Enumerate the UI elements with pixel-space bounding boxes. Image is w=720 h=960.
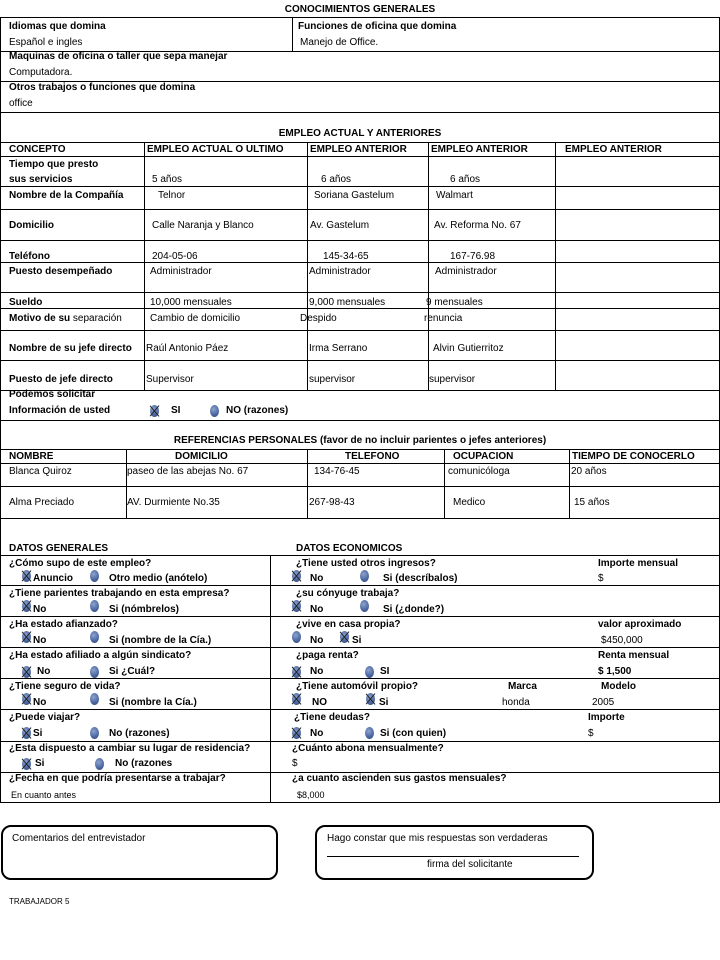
compania-label: Nombre de la Compañía (9, 190, 124, 201)
motivo-value[interactable]: Cambio de domicilio (150, 313, 241, 324)
motivo-label (9, 313, 122, 325)
puesto-value[interactable]: Administrador (435, 266, 497, 277)
solicitar-label: Podemos solicitar (9, 389, 96, 400)
solicitar-si-label: SI (171, 405, 181, 416)
eco-q5: ¿Tiene automóvil propio? (296, 681, 419, 692)
gen-q7-si-radio[interactable] (22, 758, 31, 770)
eco-q6-no-radio[interactable] (292, 727, 301, 739)
eco-q6: ¿Tiene deudas? (294, 712, 370, 723)
eco-q5-marca-value[interactable]: honda (502, 697, 530, 708)
gen-q5-si-radio[interactable] (90, 693, 99, 705)
empleo-header-anterior-2: EMPLEO ANTERIOR (431, 144, 528, 155)
signature-line (327, 856, 579, 857)
gen-q3-si-radio[interactable] (90, 631, 99, 643)
gen-q2: ¿Tiene parientes trabajando en esta empresa? (9, 588, 230, 599)
ref-telefono[interactable]: 267-98-43 (309, 497, 355, 508)
eco-q6-opt1: No (310, 728, 324, 739)
eco-q5-opt2: Si (379, 697, 389, 708)
eco-q6-value[interactable]: $ (588, 728, 594, 739)
puesto-value[interactable]: Administrador (309, 266, 371, 277)
eco-q5-no-radio[interactable] (292, 693, 301, 705)
funciones-label: Funciones de oficina que domina (298, 21, 457, 32)
gen-q8: ¿Fecha en que podría presentarse a trabajar? (9, 773, 226, 784)
eco-q3-extra: valor aproximado (598, 619, 682, 630)
eco-q4-no-radio[interactable] (292, 666, 301, 678)
jefe-label: Nombre de su jefe directo (9, 343, 132, 354)
compania-value[interactable]: Walmart (436, 190, 473, 201)
gen-q6-opt2: No (razones) (109, 728, 170, 739)
gen-q3-opt1: No (33, 635, 47, 646)
domicilio-label: Domicilio (9, 220, 55, 231)
motivo-label-normal: separación (72, 313, 122, 324)
solicitar-no-label: NO (razones) (226, 405, 289, 416)
gen-q4: ¿Ha estado afiliado a algún sindicato? (9, 650, 192, 661)
gen-q1-anuncio-radio[interactable] (22, 570, 31, 582)
eco-q4-value[interactable]: $ 1,500 (598, 666, 632, 677)
eco-q2: ¿su cónyuge trabaja? (296, 588, 400, 599)
puesto-jefe-value[interactable]: supervisor (309, 374, 356, 385)
gen-q5-opt1: No (33, 697, 47, 708)
comentarios-box[interactable] (1, 825, 278, 880)
tiempo-value[interactable]: 6 años (450, 174, 481, 185)
ref-header-domicilio: DOMICILIO (175, 451, 228, 462)
domicilio-value[interactable]: Av. Gastelum (310, 220, 370, 231)
economicos-title: DATOS ECONOMICOS (296, 543, 403, 554)
eco-q5-modelo: Modelo (601, 681, 636, 692)
referencias-title: REFERENCIAS PERSONALES (favor de no incluir parientes o jefes anteriores) (173, 435, 547, 446)
gen-q6-si-radio[interactable] (22, 727, 31, 739)
gen-q7: ¿Esta dispuesto a cambiar su lugar de residencia? (9, 743, 251, 754)
jefe-value[interactable]: Irma Serrano (309, 343, 368, 354)
gen-q1-opt2: Otro medio (anótelo) (109, 573, 208, 584)
eco-q3-si-radio[interactable] (340, 631, 349, 643)
gen-q1-otro-radio[interactable] (90, 570, 99, 582)
gen-q4-opt2: Si ¿Cuál? (109, 666, 156, 677)
sueldo-label: Sueldo (9, 297, 43, 308)
motivo-value[interactable]: renuncia (424, 313, 463, 324)
ref-ocupacion[interactable]: comunicóloga (448, 466, 510, 477)
eco-q3: ¿vive en casa propia? (296, 619, 401, 630)
domicilio-value[interactable]: Calle Naranja y Blanco (152, 220, 254, 231)
gen-q2-opt1: No (33, 604, 47, 615)
eco-q2-no-radio[interactable] (292, 600, 301, 612)
solicitar-si-radio[interactable] (150, 405, 159, 417)
motivo-label-bold: Motivo de su (9, 313, 71, 324)
gen-q2-no-radio[interactable] (22, 600, 31, 612)
gen-q1: ¿Cómo supo de este empleo? (9, 558, 152, 569)
gen-q6-no-radio[interactable] (90, 727, 99, 739)
gen-q5: ¿Tiene seguro de vida? (9, 681, 121, 692)
eco-q1-extra: Importe mensual (598, 558, 679, 569)
puesto-value[interactable]: Administrador (150, 266, 212, 277)
eco-q1: ¿Tiene usted otros ingresos? (296, 558, 436, 569)
eco-q1-value[interactable]: $ (598, 573, 604, 584)
ref-tiempo[interactable]: 20 años (571, 466, 607, 477)
otros-value[interactable]: office (9, 98, 33, 109)
funciones-value[interactable]: Manejo de Office. (300, 37, 379, 48)
puesto-jefe-value[interactable]: Supervisor (146, 374, 194, 385)
ref-domicilio[interactable]: paseo de las abejas No. 67 (127, 466, 249, 477)
eco-q6-opt2: Si (con quien) (380, 728, 447, 739)
eco-q6-si-radio[interactable] (365, 727, 374, 739)
telefono-value[interactable]: 167-76.98 (450, 251, 496, 262)
eco-q3-no-radio[interactable] (292, 631, 301, 643)
gen-q5-opt2: Si (nombre la Cía.) (109, 697, 197, 708)
gen-q4-opt1: No (37, 666, 51, 677)
eco-q3-value[interactable]: $450,000 (601, 635, 643, 646)
gen-q7-opt2: No (razones (115, 758, 173, 769)
gen-q2-si-radio[interactable] (90, 600, 99, 612)
eco-q4-extra: Renta mensual (598, 650, 670, 661)
eco-q1-no-radio[interactable] (292, 570, 301, 582)
eco-q5-si-radio[interactable] (366, 693, 375, 705)
gen-q8-value[interactable]: En cuanto antes (11, 790, 77, 800)
domicilio-value[interactable]: Av. Reforma No. 67 (434, 220, 521, 231)
gen-q4-si-radio[interactable] (90, 666, 99, 678)
eco-q5-modelo-value[interactable]: 2005 (592, 697, 615, 708)
conocimientos-title: CONOCIMIENTOS GENERALES (284, 4, 436, 15)
ref-header-tiempo: TIEMPO DE CONOCERLO (572, 451, 695, 462)
empleo-header-concepto: CONCEPTO (9, 144, 66, 155)
tiempo-label: Tiempo que presto (9, 159, 99, 170)
sueldo-value[interactable]: 9,000 mensuales (309, 297, 386, 308)
eco-q2-opt1: No (310, 604, 324, 615)
jefe-value[interactable]: Raúl Antonio Páez (146, 343, 229, 354)
comentarios-label: Comentarios del entrevistador (12, 833, 146, 844)
eco-q2-opt2: Si (¿donde?) (383, 604, 445, 615)
otros-label: Otros trabajos o funciones que domina (9, 82, 196, 93)
hago-constar-label: Hago constar que mis respuestas son verdaderas (327, 833, 548, 844)
gen-q1-opt1: Anuncio (33, 573, 73, 584)
eco-q1-opt1: No (310, 573, 324, 584)
idiomas-label: Idiomas que domina (9, 21, 106, 32)
firma-box[interactable] (315, 825, 594, 880)
ref-header-nombre: NOMBRE (9, 451, 54, 462)
eco-q2-si-radio[interactable] (360, 600, 369, 612)
eco-q1-si-radio[interactable] (360, 570, 369, 582)
eco-q7: ¿Cuánto abona mensualmente? (292, 743, 444, 754)
eco-q6-extra: Importe (588, 712, 625, 723)
gen-q6: ¿Puede viajar? (9, 712, 81, 723)
eco-q5-opt1: NO (312, 697, 327, 708)
eco-q7-value[interactable]: $ (292, 758, 298, 769)
gen-q5-no-radio[interactable] (22, 693, 31, 705)
ref-telefono[interactable]: 134-76-45 (314, 466, 360, 477)
gen-q7-opt1: Si (35, 758, 45, 769)
ref-nombre[interactable]: Alma Preciado (9, 497, 75, 508)
eco-q5-marca: Marca (508, 681, 537, 692)
telefono-label: Teléfono (9, 251, 50, 262)
idiomas-value[interactable]: Español e ingles (9, 37, 83, 48)
gen-q3-no-radio[interactable] (22, 631, 31, 643)
gen-q4-no-radio[interactable] (22, 666, 31, 678)
eco-q4-opt2: SI (380, 666, 390, 677)
empleo-header-anterior-3: EMPLEO ANTERIOR (565, 144, 662, 155)
tiempo-label-2: sus servicios (9, 174, 73, 185)
eco-q1-opt2: Si (descríbalos) (383, 573, 458, 584)
compania-value[interactable]: Soriana Gastelum (314, 190, 395, 201)
sueldo-value[interactable]: 10,000 mensuales (150, 297, 232, 308)
tiempo-value[interactable]: 6 años (321, 174, 352, 185)
puesto-jefe-value[interactable]: supervisor (429, 374, 476, 385)
ref-nombre[interactable]: Blanca Quiroz (9, 466, 72, 477)
gen-q6-opt1: Si (33, 728, 43, 739)
gen-q3-opt2: Si (nombre de la Cía.) (109, 635, 212, 646)
sueldo-value[interactable]: 9 mensuales (426, 297, 483, 308)
eco-q4-si-radio[interactable] (365, 666, 374, 678)
solicitar-label-2: Información de usted (9, 405, 111, 416)
compania-value[interactable]: Telnor (158, 190, 186, 201)
jefe-value[interactable]: Alvin Gutierritoz (433, 343, 504, 354)
trabajador-label: TRABAJADOR 5 (9, 897, 70, 906)
maquinas-label: Maquinas de oficina o taller que sepa manejar (9, 51, 228, 62)
puesto-jefe-label: Puesto de jefe directo (9, 374, 113, 385)
telefono-value[interactable]: 145-34-65 (323, 251, 369, 262)
gen-q7-no-radio[interactable] (95, 758, 104, 770)
ref-tiempo[interactable]: 15 años (574, 497, 610, 508)
eco-q4-opt1: No (310, 666, 324, 677)
solicitar-no-radio[interactable] (210, 405, 219, 417)
empleo-header-anterior-1: EMPLEO ANTERIOR (310, 144, 407, 155)
empleo-title: EMPLEO ACTUAL Y ANTERIORES (278, 128, 442, 139)
eco-q4: ¿paga renta? (296, 650, 359, 661)
puesto-label: Puesto desempeñado (9, 266, 113, 277)
eco-q3-opt1: No (310, 635, 324, 646)
eco-q8: ¿a cuanto ascienden sus gastos mensuales? (292, 773, 507, 784)
gen-q3: ¿Ha estado afianzado? (9, 619, 118, 630)
ref-ocupacion[interactable]: Medico (453, 497, 486, 508)
maquinas-value[interactable]: Computadora. (9, 67, 73, 78)
eco-q3-opt2: Si (352, 635, 362, 646)
eco-q8-value[interactable]: $8,000 (297, 790, 325, 800)
motivo-value[interactable]: Despido (300, 313, 337, 324)
firma-label: firma del solicitante (427, 859, 513, 870)
tiempo-value[interactable]: 5 años (152, 174, 183, 185)
telefono-value[interactable]: 204-05-06 (152, 251, 198, 262)
ref-header-ocupacion: OCUPACION (453, 451, 514, 462)
ref-domicilio[interactable]: AV. Durmiente No.35 (127, 497, 220, 508)
empleo-header-actual: EMPLEO ACTUAL O ULTIMO (147, 144, 284, 155)
generales-title: DATOS GENERALES (9, 543, 109, 554)
gen-q2-opt2: Si (nómbrelos) (109, 604, 180, 615)
ref-header-telefono: TELEFONO (345, 451, 400, 462)
